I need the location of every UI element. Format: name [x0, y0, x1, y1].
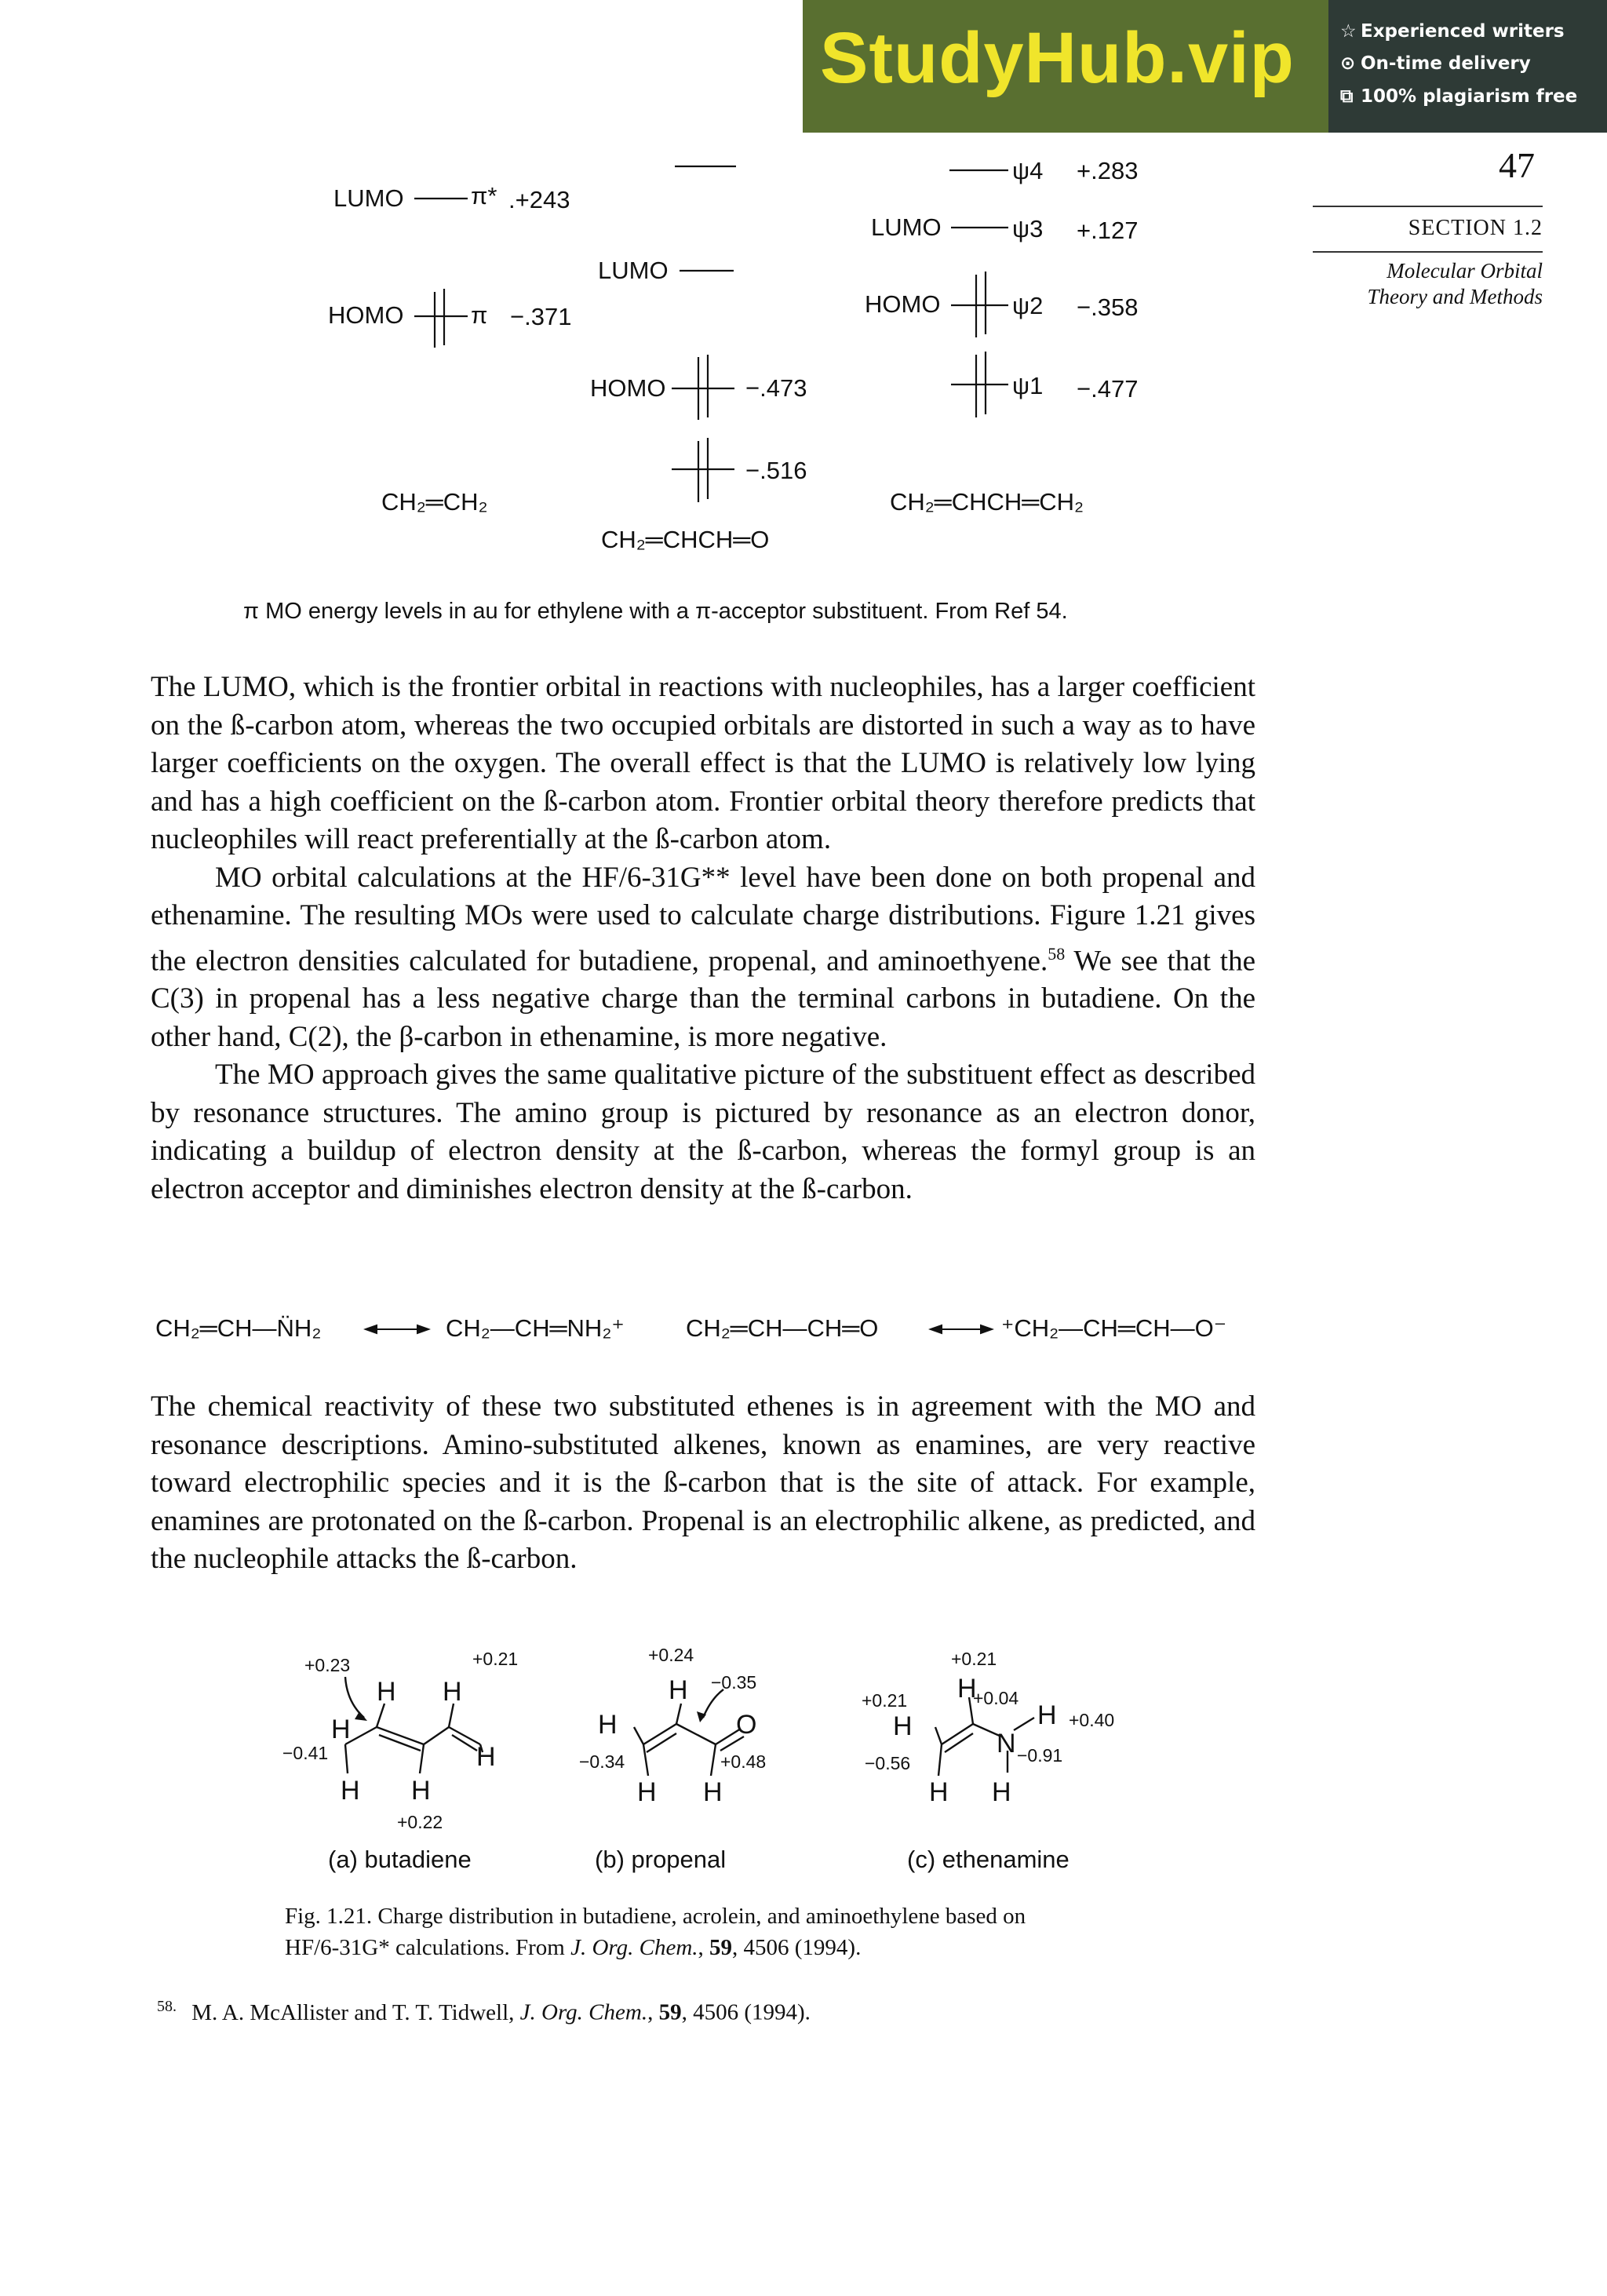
- section-title: [1368, 258, 1543, 310]
- charge-propenal-3: −0.34: [579, 1751, 625, 1772]
- body-text-upper: [151, 669, 1255, 1208]
- psi4-label: ψ4: [1012, 157, 1044, 184]
- propenal-homo-label: HOMO: [590, 374, 666, 402]
- svg-text:H: H: [411, 1776, 431, 1806]
- propenal-lower-energy: −.516: [745, 457, 807, 484]
- psi2-energy: −.358: [1077, 293, 1139, 321]
- svg-text:H: H: [669, 1675, 688, 1705]
- svg-text:H: H: [341, 1776, 360, 1806]
- page-number: 47: [1499, 145, 1535, 185]
- paragraph-4: The chemical reactivity of these two substituted ethenes is in agreement with the MO and resonance descriptions. Amino-substituted alkenes, known as enamines, are very reactive toward electrophilic species and it is the ß-carbon that is the site of attack. For example, enamines are protonated on the ß-carbon. Propenal is an electrophilic alkene, as predicted, and the nucleophile attacks the ß-carbon.: [151, 1390, 1255, 1575]
- svg-text:H: H: [637, 1777, 657, 1807]
- svg-text:H: H: [1037, 1700, 1057, 1730]
- charge-butadiene-1: +0.23: [304, 1655, 351, 1675]
- butadiene-lumo-label: LUMO: [871, 213, 942, 241]
- footnote-58: $^{58.}$ M. A. McAllister and T. T. Tidwell, J. Org. Chem., 59, 4506 (1994).: [157, 1998, 811, 2025]
- ethylene-homo-energy: −.371: [510, 303, 572, 330]
- paragraph-3: The MO approach gives the same qualitative picture of the substituent effect as described by resonance structures. The amino group is pictured by resonance as an electron donor, indicating a buildup of electron density at the ß-carbon, whereas the formyl group is an electron acceptor and diminishes electron density at the ß-carbon.: [151, 1059, 1255, 1205]
- charge-butadiene-2: +0.21: [472, 1649, 519, 1669]
- label-butadiene: (a) butadiene: [328, 1846, 472, 1873]
- svg-text:H: H: [957, 1674, 977, 1704]
- butadiene-curved-arrowhead: [355, 1711, 367, 1721]
- section-title-line2: Theory and Methods: [1367, 285, 1543, 308]
- star-icon: ☆: [1340, 21, 1357, 42]
- feature-plagiarism-free: ⧉ 100% plagiarism free: [1340, 86, 1578, 107]
- charge-propenal-2: −0.35: [711, 1672, 757, 1693]
- mo-diagram-caption: π MO energy levels in au for ethylene with a π-acceptor substituent. From Ref 54.: [243, 599, 1068, 624]
- psi2-label: ψ2: [1012, 292, 1044, 319]
- resonance-enamine-2: CH₂—CH═NH₂⁺: [446, 1314, 625, 1342]
- ethylene-homo-orbital: π: [471, 301, 488, 329]
- svg-text:H: H: [929, 1777, 949, 1807]
- header-rule-top: [1313, 206, 1543, 207]
- charge-ethenamine-4: +0.40: [1069, 1710, 1115, 1730]
- figure-caption-line1: Fig. 1.21. Charge distribution in butadiene, acrolein, and aminoethylene based on: [285, 1904, 1026, 1929]
- psi3-energy: +.127: [1077, 217, 1139, 244]
- figure-caption-line2: HF/6-31G* calculations. From J. Org. Chem., 59, 4506 (1994).: [285, 1935, 862, 1960]
- footnote-number: 58.: [157, 1998, 177, 2015]
- svg-text:O: O: [736, 1710, 757, 1740]
- charge-ethenamine-3: +0.04: [973, 1688, 1019, 1708]
- charge-ethenamine-1: +0.21: [951, 1649, 997, 1669]
- svg-text:H: H: [476, 1742, 496, 1772]
- resonance-propenal-2: ⁺CH₂—CH═CH—O⁻: [1001, 1314, 1227, 1342]
- label-ethenamine: (c) ethenamine: [907, 1846, 1070, 1873]
- svg-text:H: H: [992, 1777, 1011, 1807]
- feature-experienced-writers: ☆ Experienced writers: [1340, 21, 1565, 42]
- charge-ethenamine-6: −0.91: [1017, 1745, 1063, 1766]
- charge-butadiene-4: +0.22: [397, 1812, 443, 1832]
- propenal-homo-energy: −.473: [745, 374, 807, 402]
- svg-text:H: H: [703, 1777, 723, 1807]
- charge-propenal-4: +0.48: [720, 1751, 767, 1772]
- clock-icon: ⊙: [1340, 53, 1356, 74]
- ethylene-lumo-label: LUMO: [333, 184, 404, 212]
- feature-on-time-delivery: ⊙ On-time delivery: [1340, 53, 1531, 74]
- atom-h: H: [331, 1715, 351, 1744]
- double-arrow-left-head: [366, 1325, 377, 1333]
- resonance-propenal-1: CH₂═CH—CH═O: [686, 1314, 879, 1342]
- charge-propenal-1: +0.24: [648, 1645, 694, 1665]
- ethylene-lumo-energy: .+243: [508, 186, 570, 213]
- paragraph-1: The LUMO, which is the frontier orbital in reactions with nucleophiles, has a larger coefficient on the ß-carbon atom, whereas the two occupied orbitals are distorted in such a way as to have larger coefficients on the oxygen. The overall effect is that the LUMO is relatively low lying and has a high coefficient on the ß-carbon atom. Frontier orbital theory therefore predicts that nucleophiles will react preferentially at the ß-carbon atom.: [151, 671, 1255, 855]
- svg-text:H: H: [443, 1677, 462, 1707]
- paragraph-2: MO orbital calculations at the HF/6-31G** level have been done on both propenal and ethenamine. The resulting MOs were used to calculate charge distributions. Figure 1.21 gives the electron densities calculated for butadiene, propenal, and aminoethyene.$^{58}$ We see that the C(3) in propenal has a less negative charge than the terminal carbons in butadiene. On the other hand, C(2), the β-carbon in ethenamine, is more negative.: [151, 861, 1255, 1053]
- label-propenal: (b) propenal: [595, 1846, 727, 1873]
- propenal-lumo-label: LUMO: [598, 257, 669, 284]
- psi1-label: ψ1: [1012, 372, 1044, 399]
- psi4-energy: +.283: [1077, 157, 1139, 184]
- section-label: SECTION 1.2: [1408, 216, 1543, 240]
- psi3-label: ψ3: [1012, 215, 1044, 242]
- svg-text:H: H: [377, 1677, 396, 1707]
- header-rule-bottom: [1313, 251, 1543, 253]
- svg-text:N: N: [997, 1729, 1016, 1758]
- ethylene-homo-label: HOMO: [328, 301, 404, 329]
- double-arrow-right-head: [417, 1325, 428, 1333]
- ethylene-formula: CH₂═CH₂: [381, 488, 488, 516]
- propenal-formula: CH₂═CHCH═O: [601, 526, 770, 553]
- section-title-line1: Molecular Orbital: [1387, 259, 1543, 282]
- body-text-lower: [151, 1388, 1255, 1579]
- svg-text:H: H: [598, 1710, 618, 1740]
- resonance-enamine-1: CH₂═CH—N̈H₂: [155, 1314, 322, 1342]
- reference-58[interactable]: 58: [1048, 943, 1066, 964]
- psi1-energy: −.477: [1077, 375, 1139, 403]
- studyhub-logo[interactable]: StudyHub.vip: [820, 18, 1295, 98]
- svg-text:H: H: [893, 1711, 913, 1741]
- charge-butadiene-3: −0.41: [282, 1743, 329, 1763]
- ethylene-lumo-orbital: π*: [471, 182, 497, 210]
- resonance-arrows: [0, 1318, 1255, 1350]
- copy-icon: ⧉: [1340, 86, 1354, 107]
- charge-ethenamine-2: +0.21: [862, 1690, 908, 1711]
- butadiene-formula: CH₂═CHCH═CH₂: [890, 488, 1084, 516]
- figure-caption: [285, 1901, 1026, 1963]
- charge-ethenamine-5: −0.56: [865, 1753, 911, 1773]
- charge-structures: [267, 1636, 1146, 1856]
- butadiene-homo-label: HOMO: [865, 290, 941, 318]
